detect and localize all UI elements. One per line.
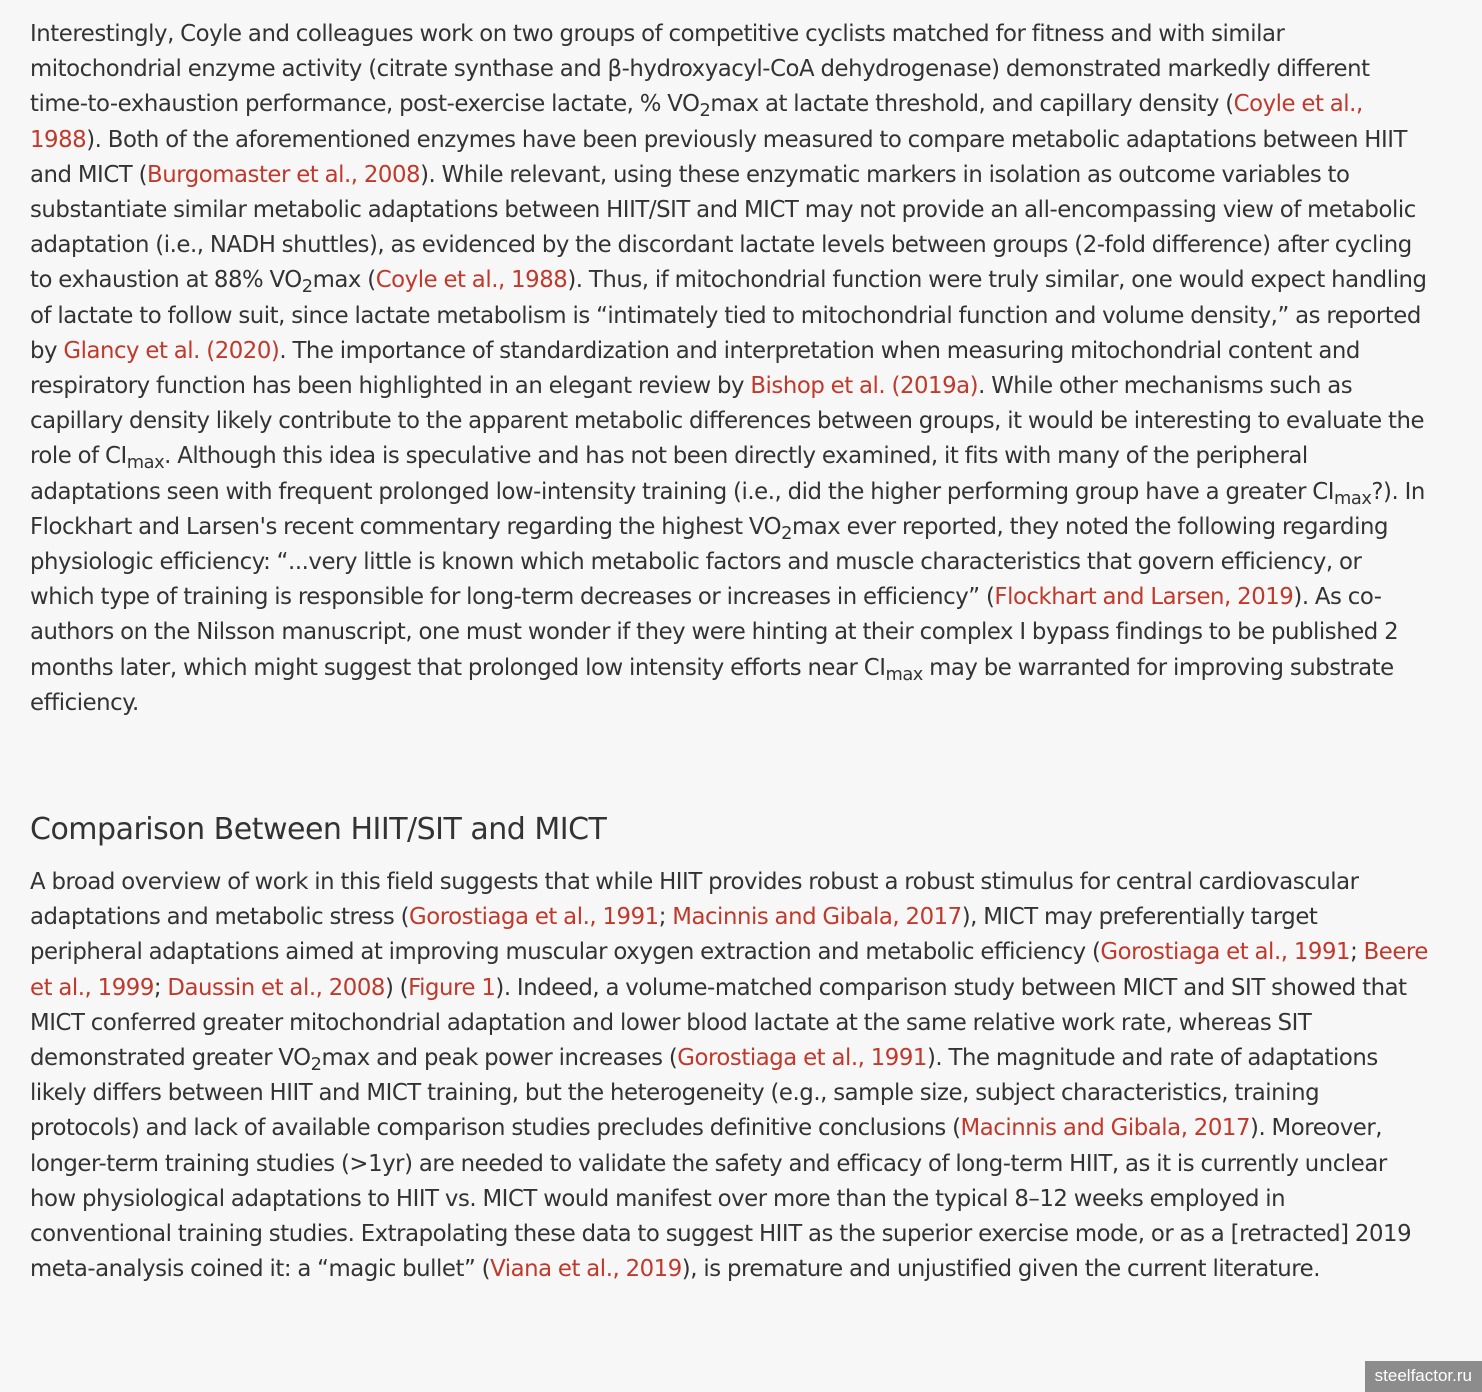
paragraph-hiit-vs-mict: A broad overview of work in this field suggests that while HIIT provides robust a robust stimulus for central cardiovascular adaptations and metabolic stress (Gorostiaga et al., 1991; Macinnis and Gibala, 2017), MICT may preferentially target peripheral adaptations aimed at improving muscular oxygen extraction and metabolic efficiency (Gorostiaga et al., 1991; Beere et al., 1999; Daussin et al., 2008) (Figure 1). Indeed, a volume-matched comparison study between MICT and SIT showed that MICT conferred greater mitochondrial adaptation and lower blood lactate at the same relative work rate, whereas SIT demonstrated greater $VO_2\max$ and peak power increases (Gorostiaga et al., 1991). The magnitude and rate of adaptations likely differs between HIIT and MICT training, but the heterogeneity (e.g., sample size, subject characteristics, training protocols) and lack of available comparison studies precludes definitive conclusions (Macinnis and Gibala, 2017). Moreover, longer-term training studies (>1yr) are needed to validate the safety and efficacy of long-term HIIT, as it is currently unclear how physiological adaptations to HIIT vs. MICT would manifest over more than the typical 8–12 weeks employed in conventional training studies. Extrapolating these data to suggest HIIT as the superior exercise mode, or as a [retracted] 2019 meta-analysis coined it: a “magic bullet” (Viana et al., 2019), is premature and unjustified given the current literature. xyxy=(30,869,1428,1283)
article-body xyxy=(30,17,1430,721)
citation-link[interactable]: Burgomaster et al., 2008 xyxy=(147,161,421,188)
paragraph-mitochondrial-function: Interestingly, Coyle and colleagues work on two groups of competitive cyclists matched for fitness and with similar mitochondrial enzyme activity (citrate synthase and β-hydroxyacyl-CoA dehydrogenase) demonstrated markedly different time-to-exhaustion performance, post-exercise lactate, % $VO_2\max$ at lactate threshold, and capillary density (Coyle et al., 1988). Both of the aforementioned enzymes have been previously measured to compare metabolic adaptations between HIIT and MICT (Burgomaster et al., 2008). While relevant, using these enzymatic markers in isolation as outcome variables to substantiate similar metabolic adaptations between HIIT/SIT and MICT may not provide an all-encompassing view of metabolic adaptation (i.e., NADH shuttles), as evidenced by the discordant lactate levels between groups (2-fold difference) after cycling to exhaustion at 88% $VO_2\max$ (Coyle et al., 1988). Thus, if mitochondrial function were truly similar, one would expect handling of lactate to follow suit, since lactate metabolism is “intimately tied to mitochondrial function and volume density,” as reported by Glancy et al. (2020). The importance of standardization and interpretation when measuring mitochondrial content and respiratory function has been highlighted in an elegant review by Bishop et al. (2019a). While other mechanisms such as capillary density likely contribute to the apparent metabolic differences between groups, it would be interesting to evaluate the role of $CI_{max}$. Although this idea is speculative and has not been directly examined, it fits with many of the peripheral adaptations seen with frequent prolonged low-intensity training (i.e., did the higher performing group have a greater $CI_{max}$?). In Flockhart and Larsen's recent commentary regarding the highest $VO_2\max$ ever reported, they noted the following regarding physiologic efficiency: “...very little is known which metabolic factors and muscle characteristics that govern efficiency, or which type of training is responsible for long-term decreases or increases in efficiency” (Flockhart and Larsen, 2019). As co-authors on the Nilsson manuscript, one must wonder if they were hinting at their complex I bypass findings to be published 2 months later, which might suggest that prolonged low intensity efforts near $CI_{max}$ may be warranted for improving substrate efficiency. xyxy=(30,21,1427,716)
section-heading: Comparison Between HIIT/SIT and MICT xyxy=(30,812,607,847)
citation-link[interactable]: Glancy et al. (2020) xyxy=(63,337,280,364)
citation-link[interactable]: Gorostiaga et al., 1991 xyxy=(409,904,659,931)
citation-link[interactable]: Beere et al., 1999 xyxy=(30,939,1428,1001)
citation-link[interactable]: Viana et al., 2019 xyxy=(490,1256,682,1283)
citation-link[interactable]: Coyle et al., 1988 xyxy=(30,91,1363,153)
citation-link[interactable]: Daussin et al., 2008 xyxy=(167,974,385,1001)
citation-link[interactable]: Gorostiaga et al., 1991 xyxy=(677,1045,927,1072)
citation-link[interactable]: Flockhart and Larsen, 2019 xyxy=(994,584,1294,611)
article-body-section xyxy=(30,865,1430,1287)
citation-link[interactable]: Macinnis and Gibala, 2017 xyxy=(960,1115,1251,1142)
figure-link[interactable]: Figure 1 xyxy=(408,974,496,1001)
citation-link[interactable]: Bishop et al. (2019a) xyxy=(750,373,979,400)
citation-link[interactable]: Gorostiaga et al., 1991 xyxy=(1100,939,1351,966)
watermark: steelfactor.ru xyxy=(1365,1361,1482,1392)
citation-link[interactable]: Coyle et al., 1988 xyxy=(375,267,568,294)
citation-link[interactable]: Macinnis and Gibala, 2017 xyxy=(672,904,962,931)
